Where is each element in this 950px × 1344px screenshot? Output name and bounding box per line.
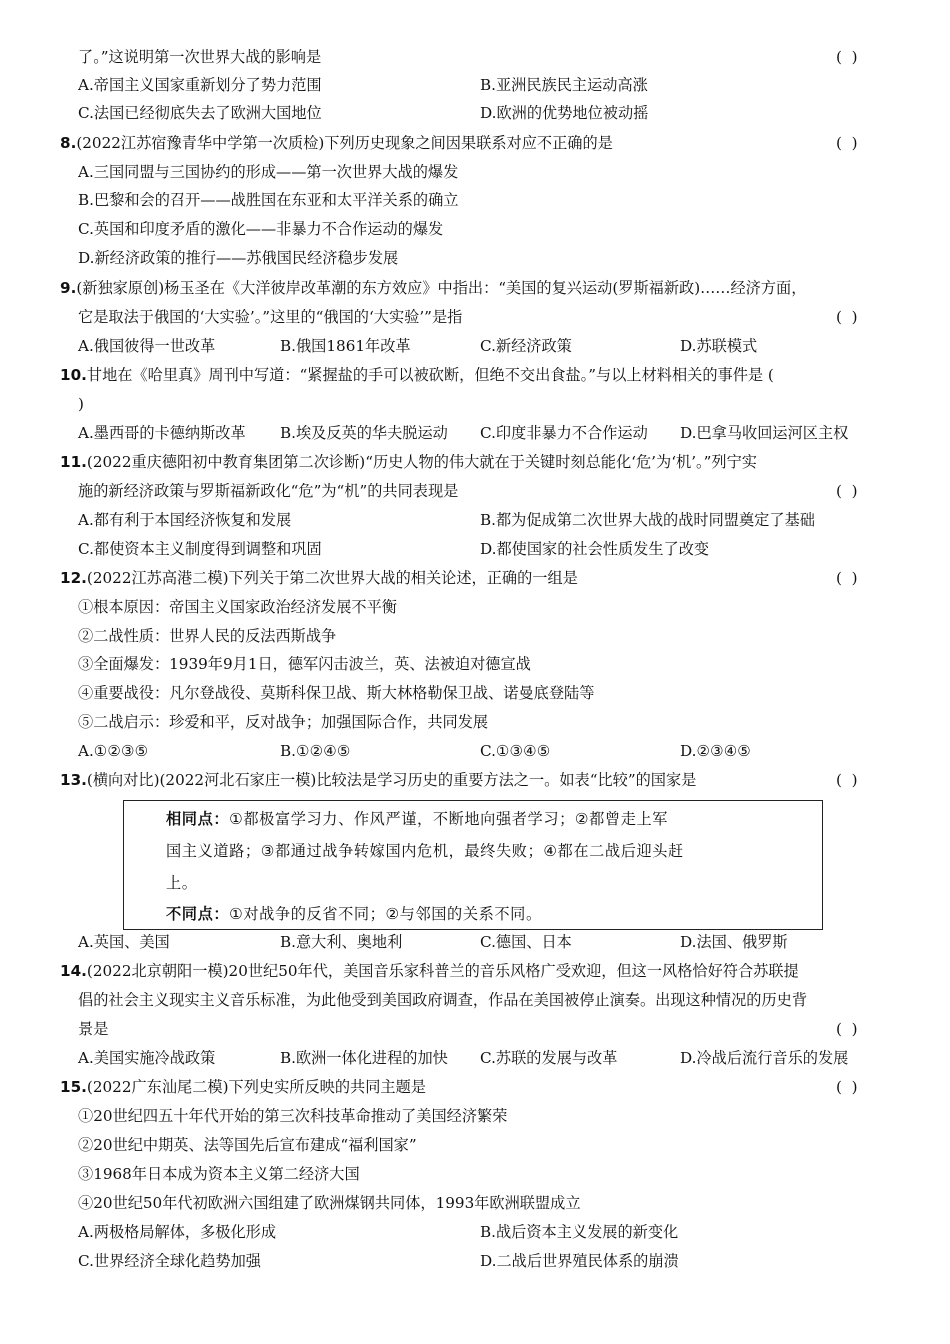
q15-number: 15. [60,1078,87,1096]
q14-number: 14. [60,962,87,980]
q12-stem-text: (2022江苏高港二模)下列关于第二次世界大战的相关论述，正确的一组是 [86,569,578,587]
q10-stem-line1 [60,362,890,388]
q13-answer-bracket: ( ) [836,771,858,789]
q12-option-c: C.①③④⑤ [480,742,551,760]
q9-number: 9. [60,279,77,297]
q15-option-d: D.二战后世界殖民体系的崩溃 [480,1252,679,1270]
q12-item-5: ⑤二战启示：珍爱和平，反对战争；加强国际合作，共同发展 [78,713,489,731]
q9-option-a: A.俄国彼得一世改革 [78,337,216,355]
q11-option-a: A.都有利于本国经济恢复和发展 [78,511,292,529]
q10-option-d: D.巴拿马收回运河区主权 [680,424,849,442]
q15-option-a: A.两极格局解体，多极化形成 [78,1223,277,1241]
q7-option-a: A.帝国主义国家重新划分了势力范围 [78,76,322,94]
q12-answer-bracket: ( ) [836,569,858,587]
q12-option-a: A.①②③⑤ [78,742,149,760]
q10-stem-text1: 甘地在《哈里真》周刊中写道：“紧握盐的手可以被砍断，但绝不交出食盐。”与以上材料相关的事件是 ( [86,366,774,384]
q15-option-b: B.战后资本主义发展的新变化 [480,1223,679,1241]
q12-option-b: B.①②④⑤ [280,742,351,760]
q13-table-same-line2: 国主义道路；③都通过战争转嫁国内危机，最终失败；④都在二战后迎头赶 [166,842,684,860]
q10-option-c: C.印度非暴力不合作运动 [480,424,648,442]
q8-answer-bracket: ( ) [836,134,858,152]
q9-answer-bracket: ( ) [836,308,858,326]
q9-stem-line1 [60,275,890,301]
q13-table-same-text1: ①都极富学习力、作风严谨，不断地向强者学习；②都曾走上军 [229,810,669,828]
q12-option-d: D.②③④⑤ [680,742,751,760]
q12-stem [60,565,890,591]
q15-item-1: ①20世纪四五十年代开始的第三次科技革命推动了美国经济繁荣 [78,1107,508,1125]
q9-option-b: B.俄国1861年改革 [280,337,411,355]
q11-option-b: B.都为促成第二次世界大战的战时同盟奠定了基础 [480,511,815,529]
q8-option-b: B.巴黎和会的召开——战胜国在东亚和太平洋关系的确立 [78,191,459,209]
q15-item-2: ②20世纪中期英、法等国先后宣布建成“福利国家” [78,1136,417,1154]
q11-stem-line2: 施的新经济政策与罗斯福新政化“危”为“机”的共同表现是 [78,482,459,500]
q13-table-diff-label: 不同点： [166,905,230,923]
q13-stem [60,767,890,793]
q12-item-2: ②二战性质：世界人民的反法西斯战争 [78,627,337,645]
q8-option-d: D.新经济政策的推行——苏俄国民经济稳步发展 [78,249,399,267]
q8-stem [60,130,890,156]
q13-option-d: D.法国、俄罗斯 [680,933,788,951]
q7-stem-continuation: 了。”这说明第一次世界大战的影响是 [78,48,322,66]
q11-number: 11. [60,453,87,471]
q15-stem-text: (2022广东汕尾二模)下列史实所反映的共同主题是 [86,1078,426,1096]
q13-table-same-line1 [166,803,816,835]
q8-option-a: A.三国同盟与三国协约的形成——第一次世界大战的爆发 [78,163,459,181]
q14-option-c: C.苏联的发展与改革 [480,1049,618,1067]
q13-table-diff-text: ①对战争的反省不同；②与邻国的关系不同。 [229,905,542,923]
q11-option-d: D.都使国家的社会性质发生了改变 [480,540,710,558]
q12-item-4: ④重要战役：凡尔登战役、莫斯科保卫战、斯大林格勒保卫战、诺曼底登陆等 [78,684,595,702]
q12-number: 12. [60,569,87,587]
q11-stem-line1 [60,449,890,475]
q7-option-b: B.亚洲民族民主运动高涨 [480,76,648,94]
q9-stem-text1: (新独家原创)杨玉圣在《大洋彼岸改革潮的东方效应》中指出：“美国的复兴运动(罗斯福新政)……经济方面， [76,279,807,297]
q13-option-a: A.英国、美国 [78,933,170,951]
q15-item-4: ④20世纪50年代初欧洲六国组建了欧洲煤钢共同体，1993年欧洲联盟成立 [78,1194,581,1212]
q14-option-a: A.美国实施冷战政策 [78,1049,216,1067]
q14-stem-text1: (2022北京朝阳一模)20世纪50年代，美国音乐家科普兰的音乐风格广受欢迎，但这一风格恰好符合苏联提 [86,962,799,980]
q7-option-c: C.法国已经彻底失去了欧洲大国地位 [78,104,322,122]
q15-answer-bracket: ( ) [836,1078,858,1096]
q9-option-d: D.苏联模式 [680,337,758,355]
q14-stem-line3: 景是 [78,1020,109,1038]
q14-option-b: B.欧洲一体化进程的加快 [280,1049,448,1067]
q7-option-d: D.欧洲的优势地位被动摇 [480,104,649,122]
q15-option-c: C.世界经济全球化趋势加强 [78,1252,261,1270]
q13-option-b: B.意大利、奥地利 [280,933,403,951]
q15-stem [60,1074,890,1100]
q12-item-3: ③全面爆发：1939年9月1日，德军闪击波兰，英、法被迫对德宣战 [78,655,531,673]
q8-option-c: C.英国和印度矛盾的激化——非暴力不合作运动的爆发 [78,220,444,238]
q14-option-d: D.冷战后流行音乐的发展 [680,1049,849,1067]
q10-option-b: B.埃及反英的华夫脱运动 [280,424,448,442]
q13-option-c: C.德国、日本 [480,933,572,951]
q8-stem-text: (2022江苏宿豫青华中学第一次质检)下列历史现象之间因果联系对应不正确的是 [76,134,613,152]
q10-option-a: A.墨西哥的卡德纳斯改革 [78,424,246,442]
q11-answer-bracket: ( ) [836,482,858,500]
q13-table-same-line3: 上。 [166,874,198,892]
q14-answer-bracket: ( ) [836,1020,858,1038]
q12-item-1: ①根本原因：帝国主义国家政治经济发展不平衡 [78,598,397,616]
q13-table-same-label: 相同点： [166,810,230,828]
q13-number: 13. [60,771,87,789]
q13-comparison-table [123,800,823,930]
q15-item-3: ③1968年日本成为资本主义第二经济大国 [78,1165,360,1183]
q10-stem-line2: ) [78,395,84,413]
q8-number: 8. [60,134,77,152]
q11-stem-text1: (2022重庆德阳初中教育集团第二次诊断)“历史人物的伟大就在于关键时刻总能化‘危’为‘机’。”列宁实 [86,453,757,471]
q13-table-diff-line [166,898,816,930]
q10-number: 10. [60,366,87,384]
q14-stem-line1 [60,958,890,984]
q7-answer-bracket: ( ) [836,48,858,66]
q14-stem-line2: 倡的社会主义现实主义音乐标准，为此他受到美国政府调查，作品在美国被停止演奏。出现这种情况的历史背 [78,991,807,1009]
q13-stem-text: (横向对比)(2022河北石家庄一模)比较法是学习历史的重要方法之一。如表“比较”的国家是 [86,771,697,789]
q9-option-c: C.新经济政策 [480,337,572,355]
q11-option-c: C.都使资本主义制度得到调整和巩固 [78,540,322,558]
q9-stem-line2: 它是取法于俄国的‘大实验’。”这里的“俄国的‘大实验’”是指 [78,308,463,326]
